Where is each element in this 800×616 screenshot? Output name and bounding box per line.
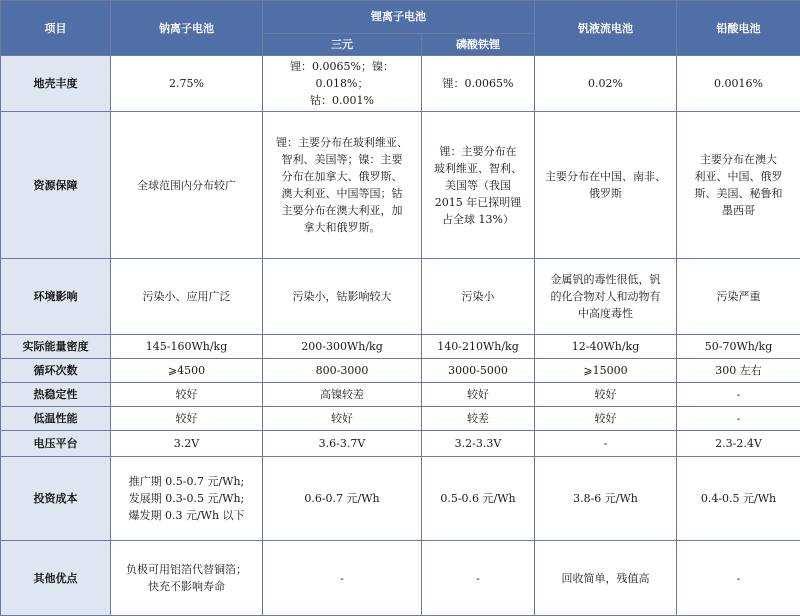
cell-ternary: 锂：主要分布在玻利维亚、 智利、美国等；镍：主要 分布在加拿大、俄罗斯、 澳大利亚、中国等国；钴 主要分布在澳大利亚，加 拿大和俄罗斯。 <box>263 112 422 259</box>
table-row <box>1 457 800 541</box>
cell-sodium: 全球范围内分布较广 <box>111 112 263 259</box>
cell-ternary: 800-3000 <box>263 359 422 383</box>
cell-sodium: 3.2V <box>111 431 263 457</box>
table-row <box>1 335 800 359</box>
cell-lead-acid: 0.4-0.5 元/Wh <box>677 457 800 541</box>
cell-lfp: 较好 <box>422 383 535 407</box>
cell-ternary: 0.6-0.7 元/Wh <box>263 457 422 541</box>
cell-sodium: ⩾4500 <box>111 359 263 383</box>
cell-vanadium: ⩾15000 <box>535 359 677 383</box>
cell-lead-acid: 2.3-2.4V <box>677 431 800 457</box>
cell-vanadium: - <box>535 431 677 457</box>
table-row <box>1 383 800 407</box>
cell-vanadium: 0.02% <box>535 56 677 112</box>
row-label: 其他优点 <box>1 541 111 616</box>
cell-lead-acid: 0.0016% <box>677 56 800 112</box>
cell-sodium: 145-160Wh/kg <box>111 335 263 359</box>
row-label: 环境影响 <box>1 259 111 335</box>
table-row <box>1 431 800 457</box>
cell-ternary: 锂：0.0065%；镍：0.018%； 钴：0.001% <box>263 56 422 112</box>
cell-sodium: 较好 <box>111 407 263 431</box>
cell-vanadium: 较好 <box>535 407 677 431</box>
cell-lead-acid: 主要分布在澳大 利亚、中国、俄罗 斯、美国、秘鲁和 墨西哥 <box>677 112 800 259</box>
row-label: 实际能量密度 <box>1 335 111 359</box>
row-label: 资源保障 <box>1 112 111 259</box>
cell-ternary: 污染小，钴影响较大 <box>263 259 422 335</box>
cell-lfp: 140-210Wh/kg <box>422 335 535 359</box>
cell-sodium: 推广期 0.5-0.7 元/Wh; 发展期 0.3-0.5 元/Wh; 爆发期 0.3 元/Wh 以下 <box>111 457 263 541</box>
row-label: 电压平台 <box>1 431 111 457</box>
cell-vanadium: 金属钒的毒性很低，钒 的化合物对人和动物有 中高度毒性 <box>535 259 677 335</box>
cell-lfp: 0.5-0.6 元/Wh <box>422 457 535 541</box>
cell-sodium: 负极可用铝箔代替铜箔； 快充不影响寿命 <box>111 541 263 616</box>
table-row <box>1 259 800 335</box>
cell-lfp: - <box>422 541 535 616</box>
row-label: 循环次数 <box>1 359 111 383</box>
table-row <box>1 56 800 112</box>
table-row <box>1 541 800 616</box>
header-lead-acid: 铅酸电池 <box>677 1 800 56</box>
cell-vanadium: 3.8-6 元/Wh <box>535 457 677 541</box>
header-sodium-ion: 钠离子电池 <box>111 1 263 56</box>
row-label: 热稳定性 <box>1 383 111 407</box>
cell-vanadium: 较好 <box>535 383 677 407</box>
cell-ternary: 高镍较差 <box>263 383 422 407</box>
cell-lead-acid: - <box>677 541 800 616</box>
cell-sodium: 2.75% <box>111 56 263 112</box>
header-lithium-ion: 锂离子电池 <box>263 1 535 34</box>
cell-lead-acid: - <box>677 407 800 431</box>
cell-lead-acid: 300 左右 <box>677 359 800 383</box>
cell-sodium: 较好 <box>111 383 263 407</box>
header-ternary: 三元 <box>263 34 422 56</box>
cell-lead-acid: 50-70Wh/kg <box>677 335 800 359</box>
cell-lead-acid: 污染严重 <box>677 259 800 335</box>
header-item: 项目 <box>1 1 111 56</box>
row-label: 地壳丰度 <box>1 56 111 112</box>
row-label: 投资成本 <box>1 457 111 541</box>
cell-lfp: 污染小 <box>422 259 535 335</box>
cell-lead-acid: - <box>677 383 800 407</box>
cell-vanadium: 回收简单，残值高 <box>535 541 677 616</box>
header-vanadium-flow: 钒液流电池 <box>535 1 677 56</box>
cell-lfp: 锂：0.0065% <box>422 56 535 112</box>
table-row <box>1 359 800 383</box>
cell-sodium: 污染小、应用广泛 <box>111 259 263 335</box>
cell-ternary: 3.6-3.7V <box>263 431 422 457</box>
row-label: 低温性能 <box>1 407 111 431</box>
table-row <box>1 407 800 431</box>
cell-lfp: 3.2-3.3V <box>422 431 535 457</box>
table-row <box>1 112 800 259</box>
cell-ternary: 较好 <box>263 407 422 431</box>
cell-ternary: 200-300Wh/kg <box>263 335 422 359</box>
cell-lfp: 3000-5000 <box>422 359 535 383</box>
header-lfp: 磷酸铁锂 <box>422 34 535 56</box>
table-header <box>1 1 800 56</box>
cell-vanadium: 主要分布在中国、南非、 俄罗斯 <box>535 112 677 259</box>
cell-vanadium: 12-40Wh/kg <box>535 335 677 359</box>
cell-ternary: - <box>263 541 422 616</box>
cell-lfp: 较差 <box>422 407 535 431</box>
cell-lfp: 锂：主要分布在 玻利维亚、智利、 美国等（我国 2015 年已探明锂 占全球 13%） <box>422 112 535 259</box>
